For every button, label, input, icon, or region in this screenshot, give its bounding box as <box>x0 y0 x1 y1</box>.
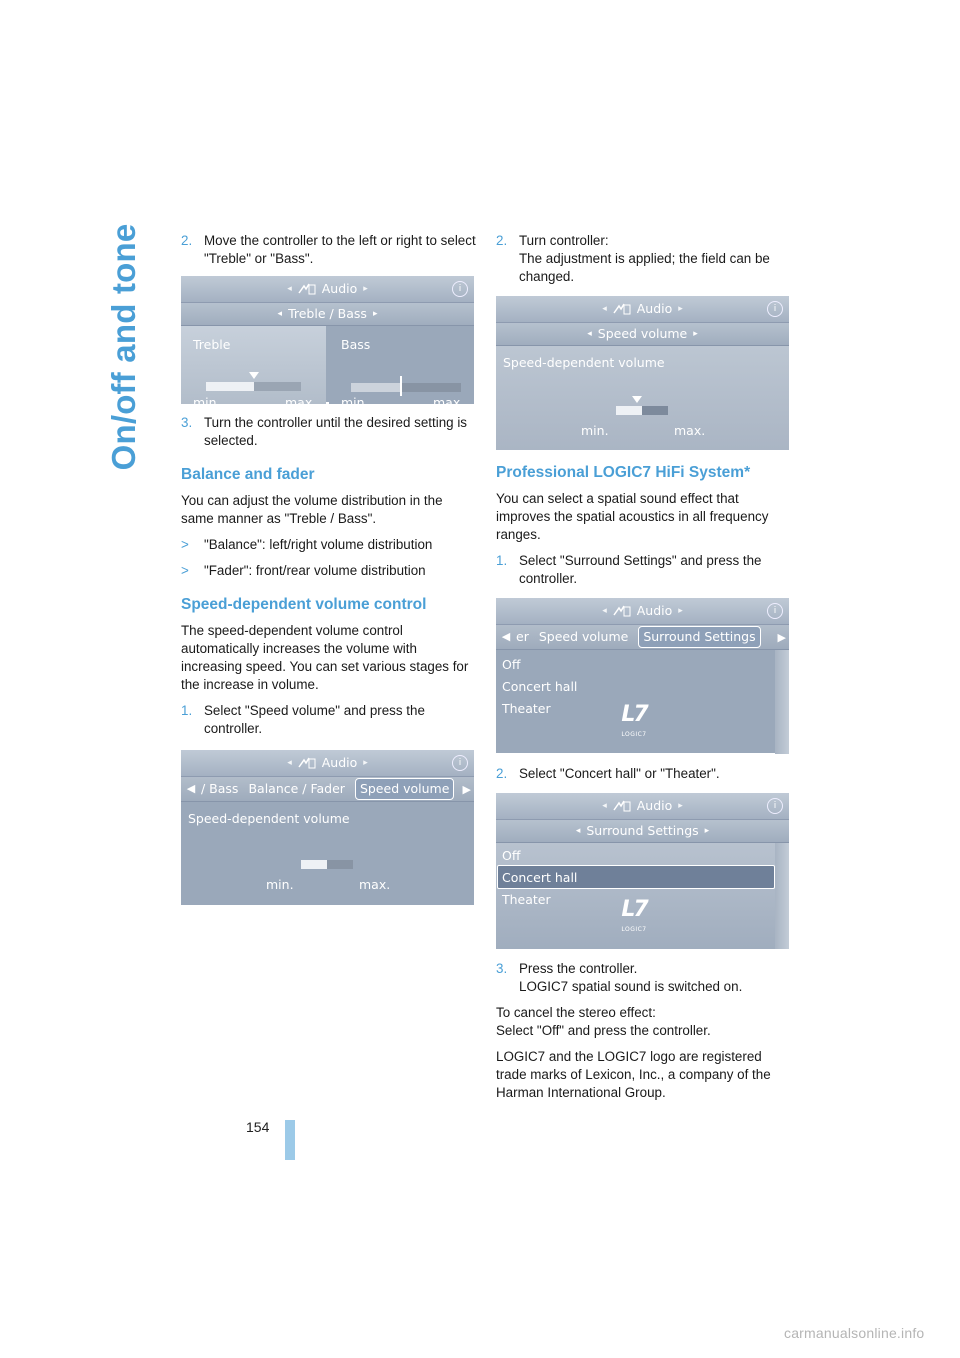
step-text: Select "Speed volume" and press the controller. <box>204 703 425 736</box>
treble-pointer <box>249 372 259 379</box>
arrow-right-icon: ▸ <box>678 606 683 616</box>
step-1-select-speed <box>181 702 476 738</box>
speed-max: max. <box>674 423 706 438</box>
subheader-title: Surround Settings <box>586 823 699 838</box>
audio-icon <box>613 800 631 812</box>
page-number-bar <box>285 1120 295 1160</box>
step-number: 1. <box>181 703 193 718</box>
scrollbar[interactable] <box>775 843 789 949</box>
header-title: Audio <box>321 755 358 770</box>
speed-heading: Speed-dependent volume control <box>181 596 427 613</box>
screen-treble-bass <box>181 276 476 410</box>
speed-volume-label: Speed-dependent volume <box>188 811 350 826</box>
subheader-title: Treble / Bass <box>288 306 367 321</box>
screen-header <box>496 793 789 820</box>
bass-label: Bass <box>341 337 371 352</box>
screen-body <box>181 326 474 410</box>
tab-balance-fader[interactable]: Balance / Fader <box>248 781 345 796</box>
screen-surround-settings <box>496 793 791 948</box>
speed-volume-fill <box>301 860 327 869</box>
audio-icon <box>298 283 316 295</box>
treble-max: max. <box>285 395 317 410</box>
arrow-right-icon: ▸ <box>704 826 710 836</box>
speed-min: min. <box>581 423 609 438</box>
arrow-left-icon: ◂ <box>602 606 607 616</box>
audio-icon <box>613 605 631 617</box>
speed-max: max. <box>359 877 391 892</box>
cancel-line2: Select "Off" and press the controller. <box>496 1023 711 1038</box>
info-icon: i <box>452 755 468 771</box>
info-icon: i <box>767 301 783 317</box>
step-number: 3. <box>181 415 193 430</box>
arrow-left-icon: ◂ <box>602 304 607 314</box>
bullet-text: "Balance": left/right volume distribution <box>204 537 433 552</box>
side-title-text: On/off and tone <box>105 223 142 471</box>
header-title: Audio <box>636 798 673 813</box>
list-item-concert-hall[interactable]: Concert hall <box>502 870 578 885</box>
bass-min: min. <box>341 395 369 410</box>
screen-body <box>496 843 789 949</box>
step-3-turn <box>181 414 476 450</box>
arrow-right-icon: ▸ <box>372 309 378 319</box>
step-number: 2. <box>496 766 508 781</box>
logic7-mark: L7 <box>621 702 647 727</box>
step-text-line2: LOGIC7 spatial sound is switched on. <box>519 979 743 994</box>
side-title <box>96 223 152 471</box>
screen-body <box>496 346 789 450</box>
speed-text: The speed-dependent volume control automatically increases the volume with increasing speed. You can set various stages for the increase in volume. <box>181 623 469 692</box>
treble-label: Treble <box>193 337 231 352</box>
balance-heading: Balance and fader <box>181 466 315 483</box>
step-2-select-concert <box>496 765 791 783</box>
tab-scroll-right-icon[interactable]: ▶ <box>462 783 471 796</box>
header-title: Audio <box>636 301 673 316</box>
list-item-off[interactable]: Off <box>502 848 521 863</box>
bass-max: max. <box>433 395 465 410</box>
list-item-off[interactable]: Off <box>502 657 521 672</box>
audio-icon <box>298 757 316 769</box>
step-text: Move the controller to the left or right to select "Treble" or "Bass". <box>204 233 476 266</box>
left-column <box>181 232 476 917</box>
speed-min: min. <box>266 877 294 892</box>
info-icon: i <box>767 798 783 814</box>
tab-surround-settings[interactable]: Surround Settings <box>638 626 760 648</box>
logic7-heading: Professional LOGIC7 HiFi System* <box>496 464 751 481</box>
arrow-left-icon: ◂ <box>287 284 292 294</box>
list-item-concert-hall[interactable]: Concert hall <box>502 679 578 694</box>
screen-header <box>496 296 789 323</box>
cancel-text <box>496 1004 791 1040</box>
arrow-right-icon: ▸ <box>678 801 683 811</box>
screen-header <box>181 750 474 777</box>
treble-scale-fill <box>206 382 254 391</box>
header-title: Audio <box>321 281 358 296</box>
logic7-logo <box>621 899 646 939</box>
arrow-left-icon: ◂ <box>575 826 581 836</box>
info-icon: i <box>767 603 783 619</box>
tab-bar <box>496 625 789 650</box>
step-text: Turn the controller until the desired setting is selected. <box>204 415 467 448</box>
step-3-press <box>496 960 791 996</box>
arrow-left-icon: ◂ <box>277 309 283 319</box>
bass-scale-fill <box>351 383 401 392</box>
speed-volume-fill <box>616 406 642 415</box>
tab-speed-volume[interactable]: Speed volume <box>538 629 629 644</box>
speed-volume-label: Speed-dependent volume <box>503 355 665 370</box>
scrollbar[interactable] <box>775 650 789 754</box>
step-number: 2. <box>181 233 193 248</box>
audio-icon <box>613 303 631 315</box>
arrow-right-icon: ▸ <box>363 284 368 294</box>
logic7-mark: L7 <box>621 897 647 922</box>
bass-marker <box>400 376 402 396</box>
step-2-select <box>181 232 476 268</box>
trademark-text: LOGIC7 and the LOGIC7 logo are registered trade marks of Lexicon, Inc., a company of the Harman International Group. <box>496 1049 771 1100</box>
speed-pointer <box>632 396 642 403</box>
header-title: Audio <box>636 603 673 618</box>
footer-watermark: carmanualsonline.info <box>784 1325 925 1341</box>
logic7-text: You can select a spatial sound effect that improves the spatial acoustics in all frequency ranges. <box>496 491 769 542</box>
bullet-glyph: > <box>181 537 189 552</box>
screen-body <box>181 802 474 906</box>
info-icon: i <box>452 281 468 297</box>
step-text: Select "Surround Settings" and press the controller. <box>519 553 762 586</box>
tab-scroll-left-icon[interactable]: ◀ <box>501 630 511 643</box>
screen-subheader <box>181 303 474 326</box>
screen-surround-tabs <box>496 598 791 753</box>
step-number: 1. <box>496 553 508 568</box>
step-number: 3. <box>496 961 508 976</box>
logic7-logo-text: LOGIC7 <box>621 926 647 933</box>
right-column <box>496 232 791 1110</box>
arrow-left-icon: ◂ <box>602 801 607 811</box>
screen-body <box>496 650 789 754</box>
step-text-line2: The adjustment is applied; the field can be changed. <box>519 251 770 284</box>
screen-subheader <box>496 820 789 843</box>
bullet-balance <box>181 536 476 554</box>
arrow-right-icon: ▸ <box>678 304 683 314</box>
step-number: 2. <box>496 233 508 248</box>
tab-treble-bass[interactable]: / Bass <box>201 781 239 796</box>
bullet-glyph: > <box>181 563 189 578</box>
tab-scroll-left-icon[interactable]: ◀ <box>186 782 196 795</box>
cancel-line1: To cancel the stereo effect: <box>496 1005 656 1020</box>
balance-text: You can adjust the volume distribution in the same manner as "Treble / Bass". <box>181 493 443 526</box>
logic7-logo-text: LOGIC7 <box>621 731 647 738</box>
screen-speed-volume-tabs <box>181 750 476 905</box>
tab-bar <box>181 777 474 802</box>
tab-speed-volume[interactable]: Speed volume <box>355 778 454 800</box>
tab-previous[interactable]: er <box>516 629 529 644</box>
arrow-left-icon: ◂ <box>587 329 592 339</box>
tab-scroll-right-icon[interactable]: ▶ <box>777 631 786 644</box>
page-number: 154 <box>246 1119 270 1135</box>
arrow-left-icon: ◂ <box>287 758 292 768</box>
step-text-line1: Press the controller. <box>519 961 638 976</box>
screen-speed-volume <box>496 296 791 448</box>
step-text: Select "Concert hall" or "Theater". <box>519 766 720 781</box>
treble-min: min. <box>193 395 221 410</box>
screen-header <box>496 598 789 625</box>
list-item-theater[interactable]: Theater <box>502 701 551 716</box>
arrow-right-icon: ▸ <box>363 758 368 768</box>
screen-subheader <box>496 323 789 346</box>
step-text-line1: Turn controller: <box>519 233 609 248</box>
step-2-turn-controller <box>496 232 791 286</box>
screen-header <box>181 276 474 303</box>
arrow-right-icon: ▸ <box>693 329 698 339</box>
bullet-fader <box>181 562 476 580</box>
subheader-title: Speed volume <box>597 326 688 341</box>
list-item-theater[interactable]: Theater <box>502 892 551 907</box>
logic7-logo <box>621 704 646 744</box>
bullet-text: "Fader": front/rear volume distribution <box>204 563 426 578</box>
step-1-select-surround <box>496 552 791 588</box>
